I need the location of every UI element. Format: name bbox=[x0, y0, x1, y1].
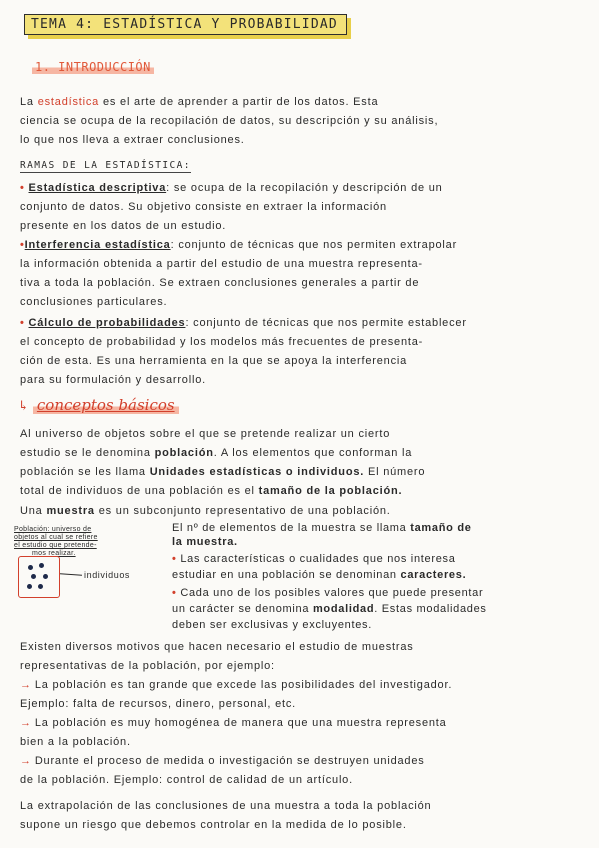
muestra-line-5: • Cada uno de los posibles valores que puede presentar bbox=[172, 587, 484, 599]
muestra-line-4: estudiar en una población se denominan caracteres. bbox=[172, 569, 467, 581]
motivos-line-9: La extrapolación de las conclusiones de una muestra a toda la población bbox=[20, 800, 432, 812]
arrow-right-icon: → bbox=[20, 679, 32, 691]
motivos-line-1: Existen diversos motivos que hacen necesario el estudio de muestras bbox=[20, 641, 414, 653]
intro-line-1: La estadística es el arte de aprender a partir de los datos. Esta bbox=[20, 96, 379, 108]
term-descriptiva: Estadística descriptiva bbox=[28, 182, 167, 194]
motivos-line-7: → Durante el proceso de medida o investigación se destruyen unidades bbox=[20, 755, 425, 767]
conceptos-line-3: población se les llama Unidades estadísticas o individuos. El número bbox=[20, 466, 426, 478]
individual-dot bbox=[28, 565, 33, 570]
intro-heading-text: 1. INTRODUCCIÓN bbox=[32, 60, 154, 74]
arrow-right-icon: → bbox=[20, 755, 32, 767]
rama-2-line-2: la información obtenida a partir del estudio de una muestra representa- bbox=[20, 258, 423, 270]
rama-2-line-3: tiva a toda la población. Se extraen conclusiones generales a partir de bbox=[20, 277, 420, 289]
rama-1-line-3: presente en los datos de un estudio. bbox=[20, 220, 227, 232]
term-interferencia: Interferencia estadística bbox=[24, 239, 171, 251]
individual-dot bbox=[31, 574, 36, 579]
side-note-line-4: mos realizar. bbox=[32, 550, 76, 558]
population-box-icon bbox=[18, 556, 60, 598]
individual-dot bbox=[27, 584, 32, 589]
muestra-line-1: El nº de elementos de la muestra se llama tamaño de bbox=[172, 522, 472, 534]
individual-dot bbox=[39, 563, 44, 568]
conceptos-heading-text: conceptos básicos bbox=[33, 396, 179, 414]
term-estadistica: estadística bbox=[37, 96, 100, 108]
pointer-line bbox=[60, 573, 82, 576]
muestra-line-6: un carácter se denomina modalidad. Estas modalidades bbox=[172, 603, 487, 615]
term-caracteres: caracteres. bbox=[400, 569, 467, 581]
page-title: TEMA 4: ESTADÍSTICA Y PROBABILIDAD bbox=[24, 14, 347, 35]
conceptos-heading bbox=[18, 396, 179, 414]
term-muestra: muestra bbox=[46, 505, 95, 517]
intro-line-2: ciencia se ocupa de la recopilación de datos, su descripción y su análisis, bbox=[20, 115, 439, 127]
conceptos-line-2: estudio se le denomina población. A los elementos que conforman la bbox=[20, 447, 413, 459]
term-tamano-muestra: tamaño de bbox=[410, 522, 472, 534]
rama-3-line-3: ción de esta. Es una herramienta en la que se apoya la interferencia bbox=[20, 355, 408, 367]
individual-dot bbox=[43, 574, 48, 579]
arrow-right-icon: → bbox=[20, 717, 32, 729]
rama-2-line-4: conclusiones particulares. bbox=[20, 296, 168, 308]
rama-3-line-4: para su formulación y desarrollo. bbox=[20, 374, 206, 386]
side-note bbox=[14, 526, 164, 558]
individual-dot bbox=[38, 584, 43, 589]
rama-2-line-1: •Interferencia estadística: conjunto de técnicas que nos permiten extrapolar bbox=[20, 239, 458, 251]
rama-1-line-2: conjunto de datos. Su objetivo consiste en extraer la información bbox=[20, 201, 387, 213]
term-tamano-poblacion: tamaño de la población. bbox=[258, 485, 403, 497]
term-individuos: Unidades estadísticas o individuos. bbox=[149, 466, 365, 478]
conceptos-line-4: total de individuos de una población es el tamaño de la población. bbox=[20, 485, 403, 497]
motivos-line-4: Ejemplo: falta de recursos, dinero, personal, etc. bbox=[20, 698, 297, 710]
term-calculo: Cálculo de probabilidades bbox=[28, 317, 186, 329]
side-note-line-3: el estudio que pretende- bbox=[14, 542, 97, 550]
muestra-line-2: la muestra. bbox=[172, 536, 238, 548]
muestra-line-7: deben ser exclusivas y excluyentes. bbox=[172, 619, 372, 631]
motivos-line-8: de la población. Ejemplo: control de calidad de un artículo. bbox=[20, 774, 353, 786]
arrow-icon: ↳ bbox=[18, 399, 29, 414]
conceptos-line-5: Una muestra es un subconjunto representativo de una población. bbox=[20, 505, 391, 517]
motivos-line-10: supone un riesgo que debemos controlar en la medida de lo posible. bbox=[20, 819, 407, 831]
motivos-line-5: → La población es muy homogénea de manera que una muestra representa bbox=[20, 717, 447, 729]
side-note-line-2: objetos al cual se refiere bbox=[14, 534, 98, 542]
individuos-label: individuos bbox=[84, 570, 131, 580]
rama-1-line-1: • Estadística descriptiva: se ocupa de la recopilación y descripción de un bbox=[20, 182, 443, 194]
motivos-line-6: bien a la población. bbox=[20, 736, 131, 748]
muestra-line-3: • Las características o cualidades que nos interesa bbox=[172, 553, 456, 565]
term-modalidad: modalidad bbox=[312, 603, 375, 615]
motivos-line-3: → La población es tan grande que excede las posibilidades del investigador. bbox=[20, 679, 453, 691]
rama-3-line-1: • Cálculo de probabilidades: conjunto de técnicas que nos permite establecer bbox=[20, 317, 467, 329]
side-note-line-1: Población: universo de bbox=[14, 526, 92, 533]
term-poblacion: población bbox=[154, 447, 214, 459]
rama-3-line-2: el concepto de probabilidad y los modelos más frecuentes de presenta- bbox=[20, 336, 424, 348]
conceptos-line-1: Al universo de objetos sobre el que se pretende realizar un cierto bbox=[20, 428, 391, 440]
motivos-line-2: representativas de la población, por ejemplo: bbox=[20, 660, 275, 672]
intro-line-3: lo que nos lleva a extraer conclusiones. bbox=[20, 134, 245, 146]
intro-heading bbox=[32, 60, 154, 74]
ramas-heading: RAMAS DE LA ESTADÍSTICA: bbox=[20, 160, 191, 171]
